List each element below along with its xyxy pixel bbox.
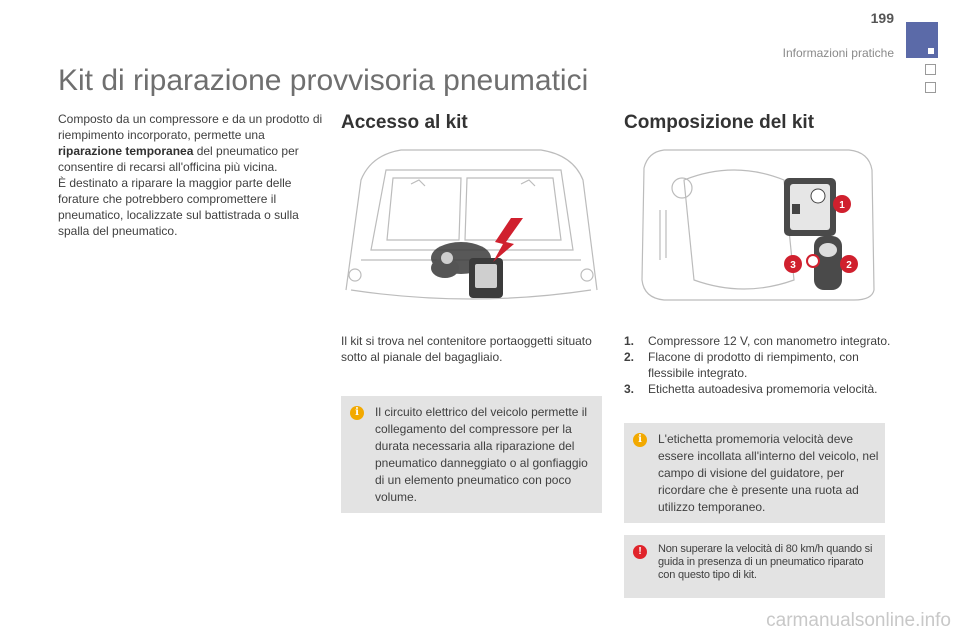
info-text: L'etichetta promemoria velocità deve essere incollata all'interno del veicolo, nel campo di visione del guidatore, per ricordare che è presente una ruota ad utilizzo temporaneo. bbox=[658, 432, 879, 514]
info-icon: i bbox=[633, 433, 647, 447]
access-heading: Accesso al kit bbox=[341, 112, 468, 133]
list-text: Compressore 12 V, con manometro integrato. bbox=[648, 334, 891, 348]
kit-components-list bbox=[624, 333, 892, 397]
warning-icon: ! bbox=[633, 545, 647, 559]
chapter-tab-active[interactable] bbox=[906, 22, 938, 58]
page-title: Kit di riparazione provvisoria pneumatici bbox=[58, 64, 589, 97]
callout-1: 1 bbox=[839, 200, 845, 211]
warning-text: Non superare la velocità di 80 km/h quando si guida in presenza di un pneumatico riparato con questo tipo di kit. bbox=[658, 543, 873, 581]
info-text: Il circuito elettrico del veicolo permette il collegamento del compressore per la durata necessaria alla riparazione del pneumatico danneggiato o al gonfiaggio di un elemento pneumatico con poco volume. bbox=[375, 405, 588, 504]
intro-part1: Composto da un compressore e da un prodotto di riempimento incorporato, permette una bbox=[58, 112, 323, 142]
intro-para2: È destinato a riparare la maggior parte delle forature che potrebbero compromettere il pneumatico, localizzate sul battistrada o sulla spalla del pneumatico. bbox=[58, 176, 299, 238]
list-number: 2. bbox=[624, 350, 635, 364]
page-number: 199 bbox=[870, 10, 894, 26]
list-text: Etichetta autoadesiva promemoria velocità. bbox=[648, 382, 878, 396]
list-number: 3. bbox=[624, 382, 635, 396]
list-item bbox=[624, 349, 892, 381]
kit-illustration bbox=[624, 140, 886, 304]
intro-part2: del pneumatico per consentire di recarsi all'officina più vicina. bbox=[58, 144, 299, 174]
callout-3: 3 bbox=[790, 260, 796, 271]
chapter-tab-next-2[interactable] bbox=[925, 82, 936, 93]
watermark: carmanualsonline.info bbox=[766, 610, 951, 631]
callout-2: 2 bbox=[846, 260, 852, 271]
info-box-label bbox=[624, 423, 885, 523]
warning-box bbox=[624, 535, 885, 598]
trunk-drawing bbox=[341, 140, 602, 304]
info-box-electrical bbox=[341, 396, 602, 513]
list-item bbox=[624, 381, 892, 397]
kit-drawing bbox=[624, 140, 886, 304]
list-text: Flacone di prodotto di riempimento, con flessibile integrato. bbox=[648, 350, 859, 380]
list-number: 1. bbox=[624, 334, 635, 348]
intro-bold: riparazione temporanea bbox=[58, 144, 194, 158]
tab-square-icon bbox=[928, 48, 934, 54]
trunk-illustration bbox=[341, 140, 602, 304]
kit-heading: Composizione del kit bbox=[624, 112, 815, 133]
section-label: Informazioni pratiche bbox=[782, 46, 894, 60]
info-icon: i bbox=[350, 406, 364, 420]
access-text: Il kit si trova nel contenitore portaoggetti situato sotto al pianale del bagagliaio. bbox=[341, 334, 592, 364]
chapter-tab-next[interactable] bbox=[925, 64, 936, 75]
intro-text bbox=[58, 111, 328, 239]
list-item bbox=[624, 333, 892, 349]
